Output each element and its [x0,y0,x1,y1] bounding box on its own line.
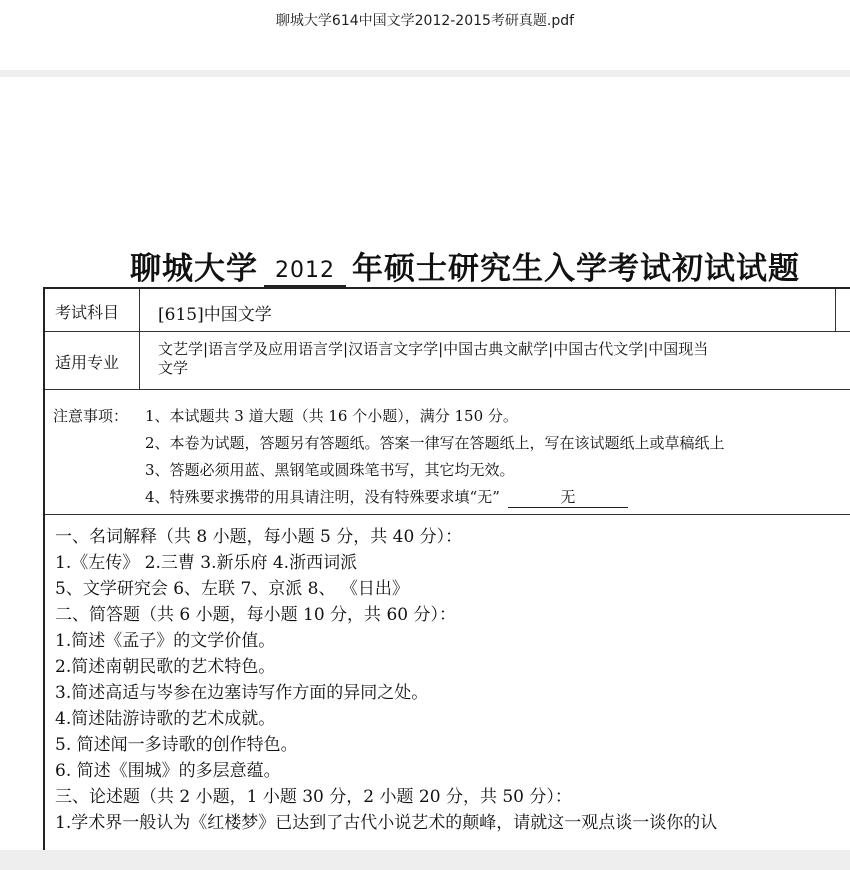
table-divider [45,514,850,515]
question-line: 4.简述陆游诗歌的艺术成就。 [55,709,276,729]
question-line: 1.《左传》 2.三曹 3.新乐府 4.浙西词派 [55,553,358,573]
question-line: 二、简答题（共 6 小题，每小题 10 分，共 60 分）： [55,605,457,625]
exam-info-table [43,287,850,850]
document-filename: 聊城大学614中国文学2012-2015考研真题.pdf [275,13,575,29]
question-line: 6. 简述《围城》的多层意蕴。 [55,761,281,781]
note-item: 1、本试题共 3 道大题（共 16 个小题），满分 150 分。 [145,407,518,425]
table-divider [139,289,140,389]
question-line: 3.简述高适与岑参在边塞诗写作方面的异同之处。 [55,683,429,703]
question-line: 一、名词解释（共 8 小题，每小题 5 分，共 40 分）： [55,527,463,547]
subject-label: 考试科目 [55,303,120,322]
exam-year: 2012 [264,257,346,287]
major-label: 适用专业 [55,353,120,372]
table-divider [45,389,850,390]
pdf-page [0,77,850,850]
question-line: 1.简述《孟子》的文学价值。 [55,631,276,651]
major-line-1: 文艺学|语言学及应用语言学|汉语言文字学|中国古典文献学|中国古代文学|中国现当 [158,340,709,358]
question-line: 三、论述题（共 2 小题，1 小题 30 分，2 小题 20 分，共 50 分）： [55,787,572,807]
table-divider [835,289,836,331]
exam-title-prefix: 聊城大学 [130,251,258,287]
question-line: 1.学术界一般认为《红楼梦》已达到了古代小说艺术的颠峰，请就这一观点谈一谈你的认 [55,813,718,833]
table-divider [45,331,850,332]
note-item: 2、本卷为试题，答题另有答题纸。答案一律写在答题纸上，写在该试题纸上或草稿纸上 [145,434,725,452]
document-title-bar [0,0,850,70]
pdf-viewer-area[interactable] [0,77,850,850]
note-item: 3、答题必须用蓝、黑钢笔或圆珠笔书写，其它均无效。 [145,461,515,479]
notes-label: 注意事项： [53,407,129,425]
question-line: 2.简述南朝民歌的艺术特色。 [55,657,276,677]
bottom-bar [0,850,850,870]
note-answer: 无 [508,486,628,508]
major-line-2: 文学 [158,359,189,377]
subject-value: [615]中国文学 [158,305,272,325]
exam-title [130,243,850,288]
question-line: 5、文学研究会 6、左联 7、京派 8、 《日出》 [55,579,409,599]
title-divider [0,70,850,77]
note-item-text: 4、特殊要求携带的用具请注明，没有特殊要求填“无” [145,488,500,506]
question-line: 5. 简述闻一多诗歌的创作特色。 [55,735,298,755]
exam-title-suffix: 年硕士研究生入学考试初试试题 [352,251,800,287]
note-item [145,486,628,508]
